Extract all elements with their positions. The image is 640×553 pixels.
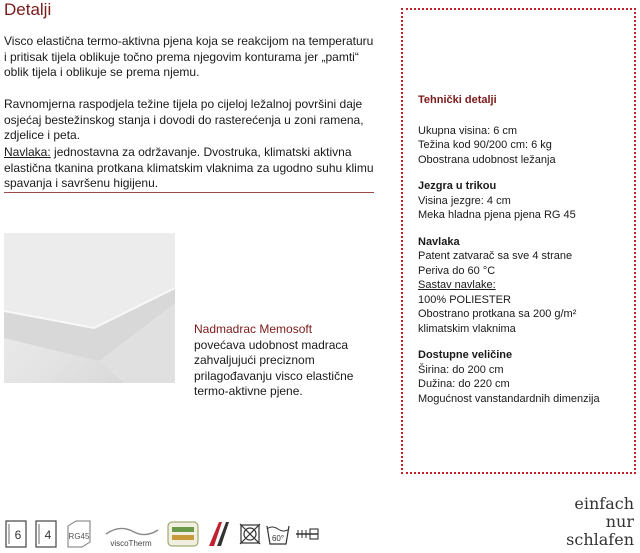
wash-temp-value: 60° [271,534,285,543]
total-height-icon [4,518,28,550]
foam-topper-illustration [4,233,175,383]
tech-line: klimatskim vlaknima [418,322,516,335]
tech-line: Visina jezgre: 4 cm [418,194,511,207]
product-brand: Nadmadrac Memosoft [194,322,313,336]
logo-line: schlafen [566,530,634,549]
logo-line: nur [605,512,634,531]
product-description: povećava udobnost madraca zahvaljujući preciznom prilagođavanju visco elastične termo-aktivne pjene. [194,337,354,398]
density-icon [64,518,94,550]
intro-paragraph-2: Ravnomjerna raspodjela težine tijela po cijeloj ležalnoj površini daje osjećaj bestežinskog stanja i dovodi do rasterećenja u zoni ramena, zdjelice i peta. [4,97,364,142]
product-image [4,233,175,383]
product-caption [194,322,364,400]
intro-paragraph-3 [4,145,376,192]
tech-details [418,93,633,418]
intro-paragraph-1: Visco elastična termo-aktivna pjena koja se reakcijom na temperaturu i pritisak tijela oblikuje točno prema njegovim konturama jer „pamti“ oblik tijela i oblikuje se prema njemu. [4,34,374,79]
viscotherm-label: viscoTherm [110,539,152,548]
zipper-icon [294,518,320,550]
wash-60-icon [265,518,291,550]
tech-cover [418,235,633,337]
tech-line: Sastav navlake: [418,279,496,291]
tech-line: Obostrano protkana sa 200 g/m² [418,308,577,320]
cover-text: jednostavna za održavanje. Dvostruka, klimatski aktivna elastična tkanina protkana klimatskim vlaknima za ugodno suhu klimu spavanja i savršenu higijenu. [4,145,374,190]
divider [4,192,374,193]
tech-line: Dužina: do 220 cm [418,378,510,390]
page-title: Detalji [4,0,52,19]
tech-line: 100% POLIESTER [418,293,511,306]
density-value: RG45 [68,532,90,541]
tech-general [418,124,633,168]
brand-logo-icon [206,518,234,550]
cover-heading: Navlaka [418,235,460,248]
tech-line: Patent zatvarač sa sve 4 strane [418,250,573,262]
tech-heading: Tehnički detalji [418,94,497,106]
logo-line: einfach [574,494,634,513]
sizes-heading: Dostupne veličine [418,349,513,361]
viscotherm-icon [100,518,162,550]
cover-label: Navlaka: [4,145,51,159]
tech-line: Težina kod 90/200 cm: 6 kg [418,139,552,151]
tech-sizes [418,348,633,406]
tech-core [418,179,633,223]
feature-icons [0,518,400,552]
total-height-value: 6 [14,528,22,542]
brand-logo [566,495,634,549]
core-heading: Jezgra u trikou [418,180,497,192]
core-height-value: 4 [44,528,52,542]
tech-line: Meka hladna pjena pjena RG 45 [418,209,576,221]
tech-line: Širina: do 200 cm [418,363,504,376]
tech-line: Periva do 60 °C [418,264,496,277]
tech-line: Ukupna visina: 6 cm [418,124,518,137]
certification-badge-icon [166,518,200,550]
tech-line: Obostrana udobnost ležanja [418,153,556,166]
tech-line: Mogućnost vanstandardnih dimenzija [418,392,600,405]
core-height-icon [34,518,58,550]
no-tumble-dry-icon [238,518,262,550]
